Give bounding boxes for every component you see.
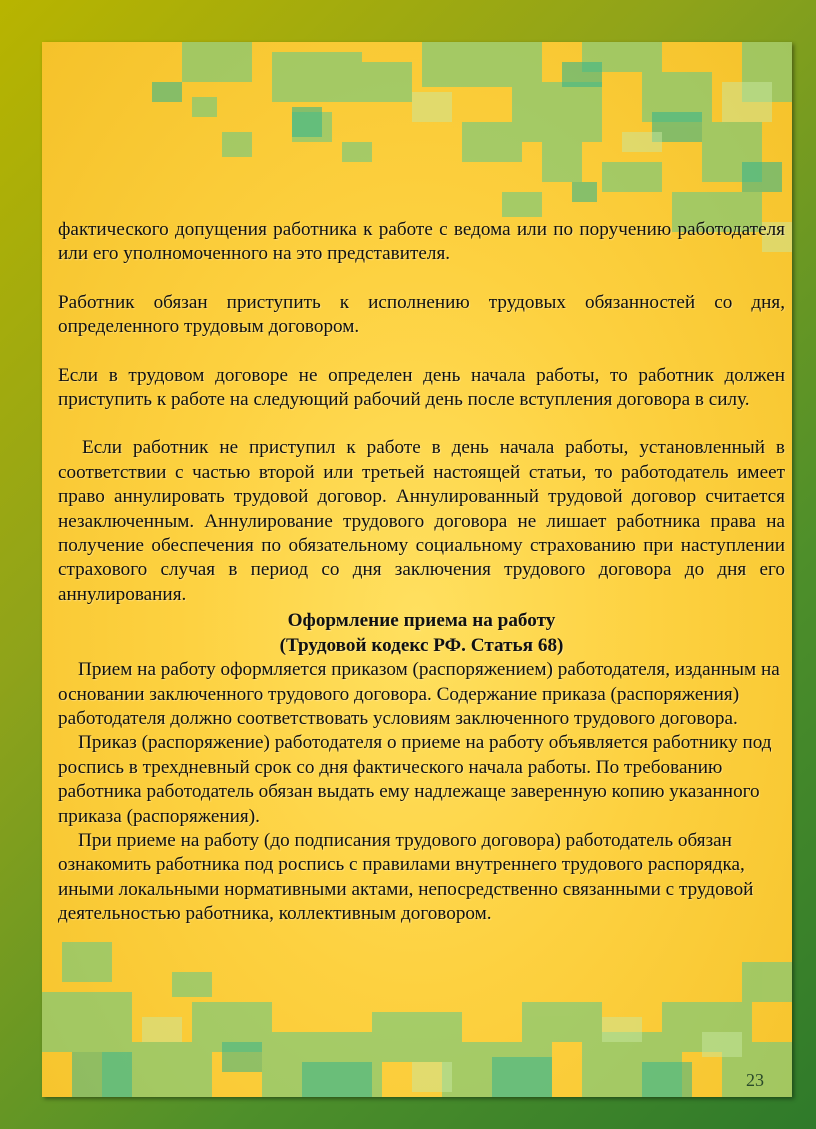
paragraph-3: Если в трудовом договоре не определен день начала работы, то работник должен приступить к работе на следующий рабочий день после вступления договора в силу. bbox=[58, 364, 785, 411]
section-title-line-1: Оформление приема на работу bbox=[287, 610, 556, 632]
page-number: 23 bbox=[746, 1070, 764, 1090]
paragraph-1: фактического допущения работника к работе с ведома или по поручению работодателя или его уполномоченного на это представителя. bbox=[58, 219, 785, 265]
section-paragraph-1: Прием на работу оформляется приказом (распоряжением) работодателя, изданным на основании заключенного трудового договора. Содержание приказа (распоряжения) работодателя должно соответствовать условиям заключенного трудового договора. bbox=[58, 659, 780, 729]
paragraph-4: Если работник не приступил к работе в день начала работы, установленный в соответствии с частью второй или третьей настоящей статьи, то работодатель имеет право аннулировать трудовой договор. Аннулированный трудовой договор считается незаключенным. Аннулирование трудового договора не лишает работника права на получение обеспечения по обязательному социальному страхованию при наступлении страхового случая в период со дня заключения трудового договора до дня его аннулирования. bbox=[58, 437, 785, 605]
section-title-line-2: (Трудовой кодекс РФ. Статья 68) bbox=[279, 634, 564, 656]
page-sheet bbox=[42, 42, 792, 1097]
paragraph-2: Работник обязан приступить к исполнению трудовых обязанностей со дня, определенного трудовым договором. bbox=[58, 291, 785, 338]
section-paragraph-3: При приеме на работу (до подписания трудового договора) работодатель обязан ознакомить работника под роспись с правилами внутреннего трудового распорядка, иными локальными нормативными актами, непосредственно связанными с трудовой деятельностью работника, коллективным договором. bbox=[58, 829, 754, 925]
document-body bbox=[58, 218, 785, 927]
section-paragraph-2: Приказ (распоряжение) работодателя о приеме на работу объявляется работнику под роспись в трехдневный срок со дня фактического начала работы. По требованию работника работодатель обязан выдать ему надлежаще заверенную копию указанного приказа (распоряжения). bbox=[58, 732, 772, 827]
